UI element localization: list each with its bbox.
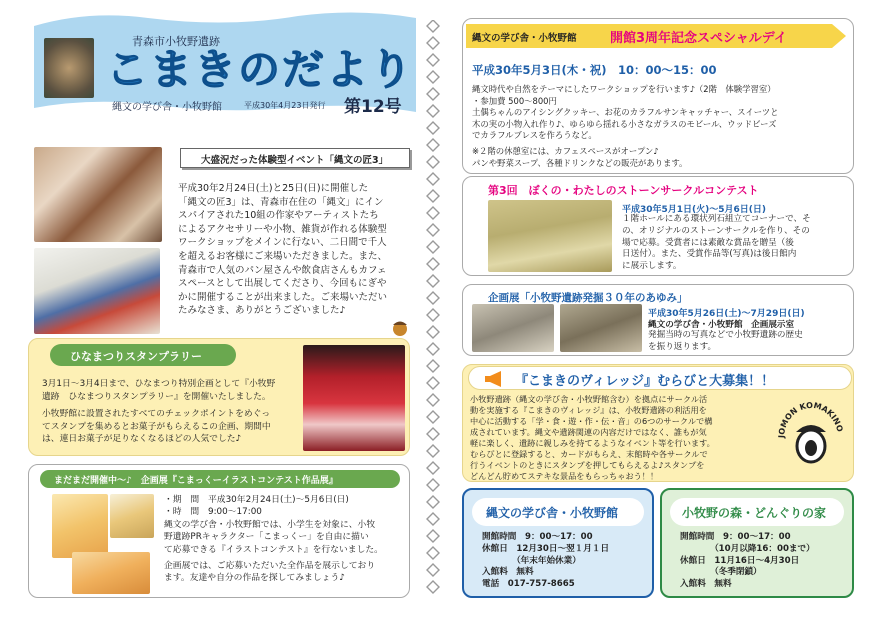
info-museum-heading-pill: [472, 498, 644, 526]
header-title: こまきのだより: [106, 45, 415, 94]
info-forest-lines: [680, 532, 815, 591]
info-forest-line: 休館日 11月16日〜4月30日: [680, 555, 800, 566]
info-forest-box: [660, 488, 854, 598]
divider-diamond: [427, 428, 439, 440]
divider-diamond: [427, 360, 439, 372]
illust-artwork-2: [110, 494, 154, 538]
village-heading: 『こまきのヴィレッジ』むらびと大募集！！: [515, 374, 775, 389]
megaphone-icon: [483, 370, 505, 388]
illust-contest-body1: ・期 間 平成30年2月24日(土)〜5月6日(日) ・時 間 9:00〜17:00 縄文の学び舎・小牧野館では、小学生を対象に、小牧 野遺跡PRキャラクター「こまっくー」を自由に描い て応募できる『イラストコンテスト』を行ないました。: [164, 495, 383, 555]
header-org: 青森市小牧野遺跡: [132, 35, 220, 48]
header-museum: 縄文の学び舎・小牧野館: [112, 102, 222, 113]
village-heading-banner: [468, 366, 852, 390]
illust-contest-heading: まだまだ開催中〜♪ 企画展『こまっくーイラストコンテスト作品展』: [54, 476, 338, 486]
divider-diamond: [427, 37, 439, 49]
hina-doll-photo: [303, 345, 405, 451]
stone-circle-photo: [488, 200, 612, 272]
exhibit30-date: 平成30年5月26日(土)〜7月29日(日): [648, 309, 805, 319]
divider-diamond: [427, 462, 439, 474]
divider-diamond: [427, 496, 439, 508]
info-museum-lines: [482, 532, 609, 591]
stamp-rally-heading-pill: [50, 344, 236, 366]
divider-diamond: [427, 105, 439, 117]
anniversary-heading: 開館3周年記念スペシャルデイ: [610, 31, 787, 46]
event-heading: 大盛況だった体験型イベント「縄文の匠3」: [201, 155, 389, 166]
divider-diamond: [427, 173, 439, 185]
header-artifact-photo: [44, 38, 94, 98]
info-forest-line: 開館時間 9：00〜17：00: [680, 532, 791, 542]
info-forest-line: 入館料 無料: [680, 579, 732, 590]
anniversary-date: 平成30年5月3日(木・祝) 10：00〜15：00: [472, 63, 717, 77]
center-divider: [426, 20, 440, 600]
stamp-rally-body2: 小牧野館に設置されたすべてのチェックポイントをめぐっ てスタンプを集めるとお菓子がもらえるこの企画、期間中 は、連日お菓子が足りなくなるほどの人気でした♪: [42, 409, 271, 444]
anniversary-tag: 縄文の学び舎・小牧野館: [472, 33, 577, 44]
info-museum-line: 休館日 12月30日〜翌１月１日: [482, 543, 610, 554]
divider-diamond: [427, 122, 439, 134]
divider-diamond: [427, 445, 439, 457]
event-body: 平成30年2月24日(土)と25日(日)に開催した 「縄文の匠3」は、青森市在住の「縄文」にイン スパイアされた10組の作家やアーティストたち によるアクセサリーや小物、雑貨が作れる体験型 ワークショップをメインに行ない、二日間で千人 を超えるお客様にご来場いただきました。また、 青森市で人気のパン屋さんや飲食店さんもカフェ スペースとして出展してくださり、今回もにぎや かに開催することが出来ました。ご来場いただい たみなさま、ありがとうございました♪: [178, 183, 388, 317]
illust-artwork-3: [72, 552, 150, 594]
stamp-rally-heading: ひなまつりスタンプラリー: [70, 350, 202, 363]
divider-diamond: [427, 139, 439, 151]
svg-text:JOMON KOMAKINO VILLAGE: JOMON KOMAKINO: [776, 400, 845, 439]
divider-diamond: [427, 241, 439, 253]
divider-diamond: [427, 54, 439, 66]
divider-diamond: [427, 411, 439, 423]
divider-diamond: [427, 343, 439, 355]
divider-diamond: [427, 564, 439, 576]
illust-contest-heading-bar: [40, 470, 400, 488]
header-banner: [28, 8, 420, 116]
divider-diamond: [427, 156, 439, 168]
divider-diamond: [427, 88, 439, 100]
divider-diamond: [427, 479, 439, 491]
info-museum-line: 電話 017-757-8665: [482, 579, 575, 590]
divider-diamond: [427, 207, 439, 219]
divider-diamond: [427, 377, 439, 389]
village-logo: [776, 392, 846, 476]
header-issue-no: 第12号: [344, 97, 402, 117]
divider-diamond: [427, 547, 439, 559]
header-issue-date: 平成30年4月23日発行: [244, 101, 326, 110]
divider-diamond: [427, 71, 439, 83]
info-forest-line: （10月以降16：00まで）: [680, 543, 815, 554]
stone-circle-heading: 第3回 ぼくの・わたしのストーンサークルコンテスト: [488, 184, 759, 197]
divider-diamond: [427, 530, 439, 542]
divider-diamond: [427, 292, 439, 304]
info-forest-line: （冬季閉鎖）: [680, 567, 762, 578]
illust-artwork-1: [52, 494, 108, 558]
stone-circle-date: 平成30年5月1日(火)〜5月6日(日): [622, 205, 767, 215]
event-heading-box: [180, 148, 410, 168]
divider-diamond: [427, 275, 439, 287]
divider-diamond: [427, 258, 439, 270]
info-forest-heading: 小牧野の森・どんぐりの家: [682, 506, 827, 520]
acorn-icon: [391, 316, 409, 336]
stamp-rally-body1: 3月1日〜3月4日まで、ひなまつり特別企画として『小牧野 遺跡 ひなまつりスタンプラリー』を開催いたしました。: [42, 379, 276, 402]
anniversary-body1: 縄文時代や自然をテーマにしたワークショップを行います♪（2階 体験学習室） ・参加費 500〜800円 土偶ちゃんのアイシングクッキー、お花のカラフルサンキャッチャー、スイーツと 木の実の小物入れ作り♪、ゆらゆら揺れる小さなガラスのモビール、ウッドビーズ でカラフルブレスを作ろうなど。: [472, 84, 779, 141]
exhibit30-body: 発掘当時の写真などで小牧野遺跡の歴史 を振り返ります。: [648, 330, 803, 352]
info-forest-heading-pill: [670, 498, 844, 526]
divider-diamond: [427, 190, 439, 202]
info-museum-line: （年末年始休業）: [482, 555, 581, 566]
divider-diamond: [427, 326, 439, 338]
illust-contest-body2: 企画展では、ご応募いただいた全作品を展示しており ます。友達や自分の作品を探してみましょう♪: [164, 561, 376, 584]
exhibit30-heading: 企画展「小牧野遺跡発掘３０年のあゆみ」: [488, 292, 688, 304]
exhibit30-photo-1: [472, 304, 554, 352]
anniversary-banner: [466, 24, 846, 48]
divider-diamond: [427, 581, 439, 593]
info-museum-line: 開館時間 9：00〜17：00: [482, 532, 593, 542]
divider-diamond: [427, 513, 439, 525]
divider-diamond: [427, 394, 439, 406]
divider-diamond: [427, 224, 439, 236]
info-museum-line: 入館料 無料: [482, 567, 534, 578]
info-museum-box: [462, 488, 654, 598]
divider-diamond: [427, 309, 439, 321]
village-body: 小牧野遺跡（縄文の学び舎・小牧野館含む）を拠点にサークル活 動を実施する『こまきのヴィレッジ』は、小牧野遺跡の利活用を 中心に活動する「学・食・遊・作・伝・音」の6つのサークルで構 成されています。縄文や遺跡関連の内容だけではなく、誰もが気 軽に楽しく、遺跡に親しみを持てるようなイベント等を行います。 むらびとに登録すると、カードがもらえ、末館時や各サークルで 行うイベントのときにスタンプを押してもらえるよ♪スタンプを どんどん貯めてステキな景品をもらっちゃおう！！: [470, 394, 715, 481]
event-photo-2: [34, 248, 160, 334]
anniversary-body2: ※２階の休憩室には、カフェスペースがオープン♪ パンや野菜スープ、各種ドリンクなどの販売があります。: [472, 146, 688, 168]
info-museum-heading: 縄文の学び舎・小牧野館: [486, 506, 619, 520]
divider-diamond: [427, 20, 439, 32]
exhibit30-place: 縄文の学び舎・小牧野館 企画展示室: [648, 320, 795, 330]
exhibit30-photo-2: [560, 304, 642, 352]
event-photo-1: [34, 147, 162, 242]
stone-circle-body: １階ホールにある環状列石組立てコーナーで、そ の、オリジナルのストーンサークルを作り、その 場で応募。受賞者には素敵な賞品を贈呈（後 日送付）。また、受賞作品等(写真)は後日館内 に展示します。: [622, 214, 811, 272]
